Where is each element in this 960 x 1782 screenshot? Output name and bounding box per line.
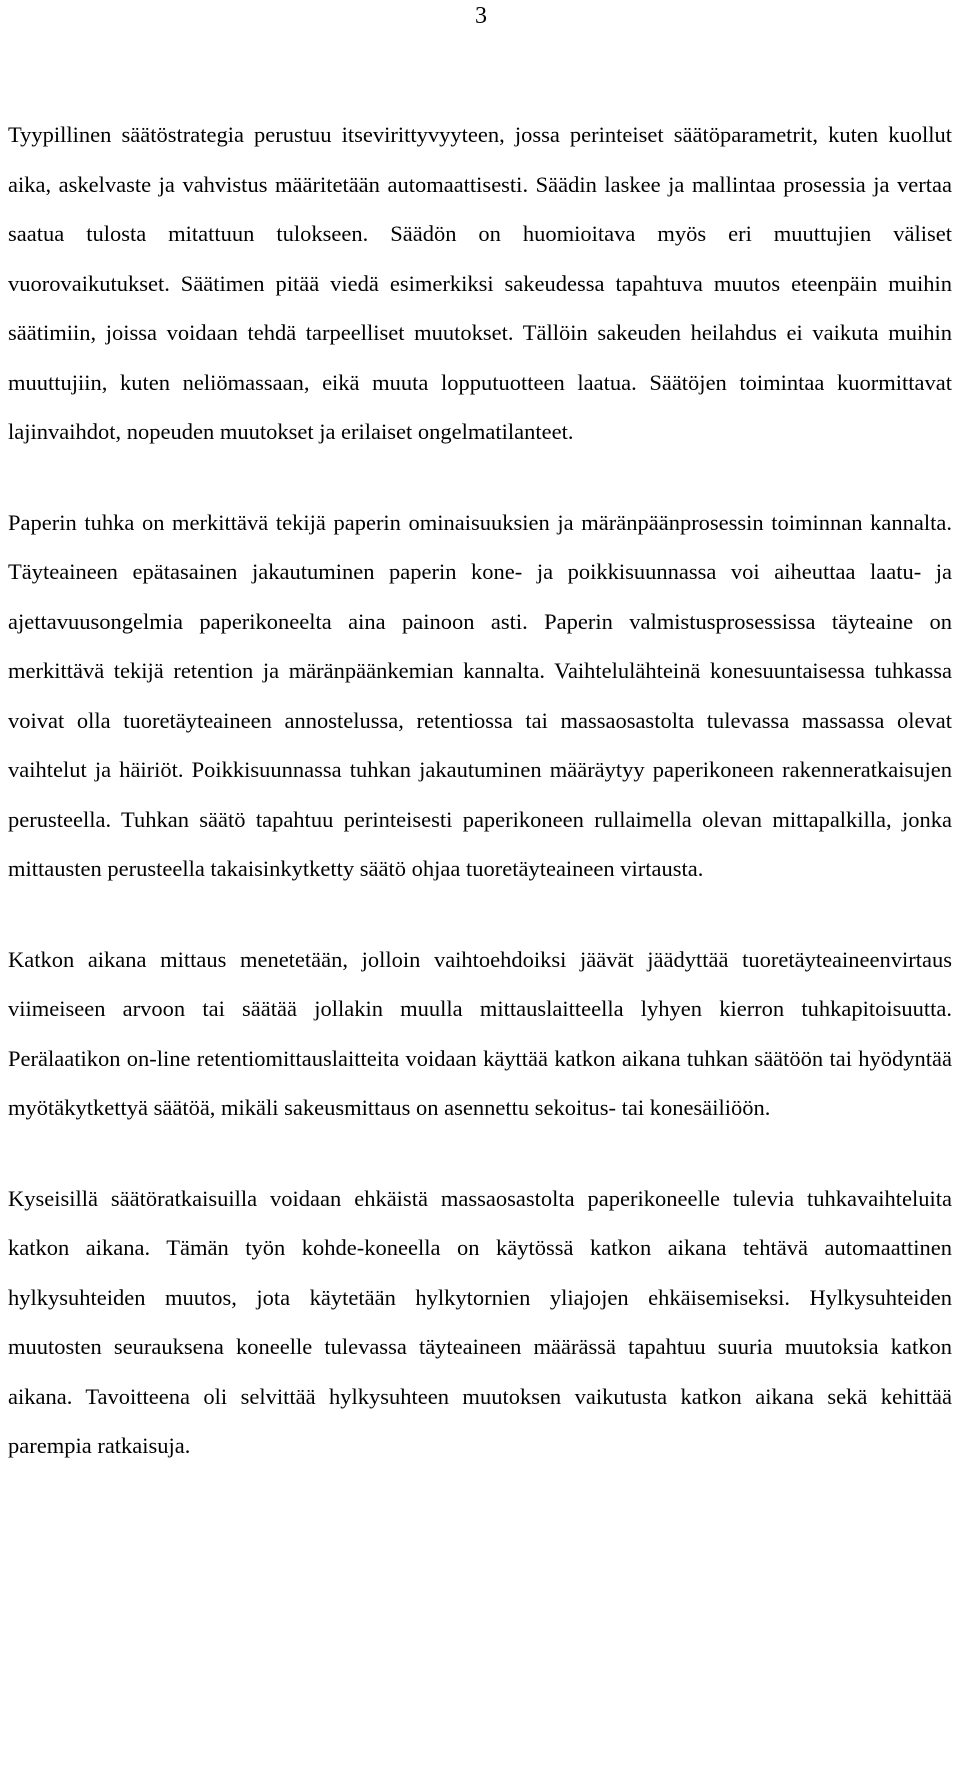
body-text [8,110,952,1512]
paragraph-control-strategy: Tyypillinen säätöstrategia perustuu itsevirittyvyyteen, jossa perinteiset säätöparametrit, kuten kuollut aika, askelvaste ja vahvistus määritetään automaattisesti. Säädin laskee ja mallintaa prosessia ja vertaa saatua tulosta mitattuun tulokseen. Säädön on huomioitava myös eri muuttujien väliset vuorovaikutukset. Säätimen pitää viedä esimerkiksi sakeudessa tapahtuva muutos eteenpäin muihin säätimiin, joissa voidaan tehdä tarpeelliset muutokset. Tällöin sakeuden heilahdus ei vaikuta muihin muuttujiin, kuten neliömassaan, eikä muuta lopputuotteen laatua. Säätöjen toimintaa kuormittavat lajinvaihdot, nopeuden muutokset ja erilaiset ongelmatilanteet. [8,122,952,444]
paragraph-break-measurement: Katkon aikana mittaus menetetään, jolloin vaihtoehdoiksi jäävät jäädyttää tuoretäyteaineenvirtaus viimeiseen arvoon tai säätää jollakin muulla mittauslaitteella lyhyen kierron tuhkapitoisuutta. Perälaatikon on-line retentiomittauslaitteita voidaan käyttää katkon aikana tuhkan säätöön tai hyödyntää myötäkytkettyä säätöä, mikäli sakeusmittaus on asennettu sekoitus- tai konesäiliöön. [8,946,952,1120]
page-number: 3 [475,3,487,29]
paragraph-paper-ash: Paperin tuhka on merkittävä tekijä paperin ominaisuuksien ja märänpäänprosessin toiminnan kannalta. Täyteaineen epätasainen jakautuminen paperin kone- ja poikkisuunnassa voi aiheuttaa laatu- ja ajettavuusongelmia paperikoneelta aina painoon asti. Paperin valmistusprosessissa täyteaine on merkittävä tekijä retention ja märänpäänkemian kannalta. Vaihtelulähteinä konesuuntaisessa tuhkassa voivat olla tuoretäyteaineen annostelussa, retentiossa tai massaosastolta tulevassa massassa olevat vaihtelut ja häiriöt. Poikkisuunnassa tuhkan jakautuminen määräytyy paperikoneen rakenneratkaisujen perusteella. Tuhkan säätö tapahtuu perinteisesti paperikoneen rullaimella olevan mittapalkilla, jonka mittausten perusteella takaisinkytketty säätö ohjaa tuoretäyteaineen virtausta. [8,509,952,881]
paragraph-solutions: Kyseisillä säätöratkaisuilla voidaan ehkäistä massaosastolta paperikoneelle tulevia tuhkavaihteluita katkon aikana. Tämän työn kohde-koneella on käytössä katkon aikana tehtävä automaattinen hylkysuhteiden muutos, jota käytetään hylkytornien yliajojen ehkäisemiseksi. Hylkysuhteiden muutosten seurauksena koneelle tulevassa täyteaineen määrässä tapahtuu suuria muutoksia katkon aikana. Tavoitteena oli selvittää hylkysuhteen muutoksen vaikutusta katkon aikana sekä kehittää parempia ratkaisuja. [8,1185,952,1458]
